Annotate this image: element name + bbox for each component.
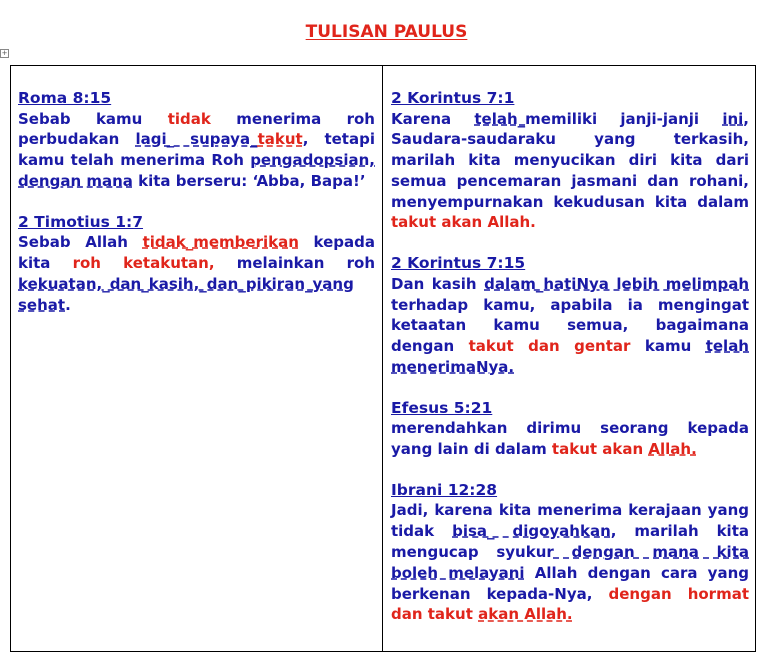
- verse-text: [18, 109, 375, 192]
- verse-segment: Jadi, karena kita menerima kerajaan yang tidak: [391, 501, 749, 541]
- highlighted-text: tidak_memberikan: [142, 233, 299, 252]
- table-move-handle-icon[interactable]: +: [1, 49, 8, 57]
- verse-segment: terhadap kamu, apabila ia mengingat ketaatan kamu semua, bagaimana dengan: [391, 295, 749, 356]
- verse-segment: .: [65, 295, 71, 314]
- scripture-table: [10, 65, 756, 652]
- verse-entry: [391, 480, 749, 625]
- highlighted-text: tidak: [167, 109, 211, 128]
- left-column: [18, 88, 375, 335]
- verse-segment: melainkan roh: [214, 253, 375, 272]
- verse-segment: pengadopsian,: [250, 151, 375, 170]
- verse-entry: [391, 398, 749, 460]
- verse-segment: menerima roh perbudakan: [18, 109, 375, 149]
- verse-text: [391, 109, 749, 234]
- verse-segment: Dan kasih: [391, 274, 485, 293]
- verse-segment: bisa_ digoyahkan: [452, 522, 611, 541]
- verse-segment: kekuatan,_dan_kasih,_dan_pikiran_yang sehat: [18, 274, 354, 314]
- verse-text: [391, 418, 749, 460]
- verse-segment: telah_: [474, 109, 526, 128]
- verse-text: [18, 232, 375, 315]
- verse-reference: Efesus 5:21: [391, 398, 493, 417]
- verse-segment: kepada kita: [18, 233, 376, 272]
- verse-segment: ini: [722, 109, 744, 128]
- verse-segment: dengan mana kita boleh melayani: [391, 542, 749, 582]
- highlighted-text: takut akan Allah.: [391, 213, 536, 232]
- verse-segment: Sebab kamu: [18, 109, 168, 128]
- verse-segment: kita berseru: ‘Abba, Bapa!’: [132, 171, 366, 190]
- verse-segment: , tetapi kamu telah menerima Roh: [18, 130, 375, 170]
- verse-text: [391, 274, 749, 378]
- right-column: [391, 88, 749, 645]
- verse-reference: Roma 8:15: [18, 89, 112, 107]
- verse-entry: [18, 88, 375, 192]
- verse-segment: dengan mana: [18, 171, 133, 190]
- verse-segment: Karena: [391, 109, 475, 128]
- verse-segment: kamu: [630, 337, 706, 356]
- document-title: TULISAN PAULUS: [305, 22, 468, 42]
- verse-segment: , marilah kita mengucap syukur: [391, 522, 749, 561]
- highlighted-text: takut akan: [551, 440, 649, 459]
- verse-segment: Allah dengan cara yang berkenan kepada-Nya,: [391, 563, 749, 603]
- highlighted-text: takut dan gentar: [468, 337, 631, 356]
- verse-reference: 2 Korintus 7:1: [391, 89, 515, 107]
- verse-segment: Sebab Allah: [18, 233, 143, 252]
- highlighted-text: roh ketakutan,: [72, 253, 215, 272]
- verse-segment: dalam_hatiNya lebih melimpah: [484, 274, 749, 293]
- highlighted-text: Allah.: [648, 440, 697, 459]
- highlighted-text: akan Allah.: [478, 605, 573, 624]
- verse-segment: , Saudara-saudaraku yang terkasih, marilah kita menyucikan diri kita dari semua pencemaran jasmani dan rohani, menyempurnakan kekudusan kita dalam: [391, 109, 749, 211]
- verse-segment: telah menerimaNya.: [391, 337, 749, 376]
- verse-segment: memiliki janji-janji: [525, 109, 723, 128]
- verse-entry: [18, 212, 375, 316]
- verse-reference: Ibrani 12:28: [391, 480, 498, 499]
- verse-entry: [391, 253, 749, 377]
- verse-entry: [391, 88, 749, 233]
- verse-reference: 2 Timotius 1:7: [18, 212, 144, 231]
- verse-text: [391, 500, 749, 625]
- column-divider: [382, 66, 383, 651]
- verse-segment: lagi_ supaya_: [135, 130, 258, 149]
- verse-reference: 2 Korintus 7:15: [391, 254, 526, 273]
- verse-segment: merendahkan dirimu seorang kepada yang lain di dalam: [391, 419, 749, 459]
- highlighted-text: takut: [257, 130, 303, 149]
- highlighted-text: dengan hormat dan takut: [391, 584, 749, 624]
